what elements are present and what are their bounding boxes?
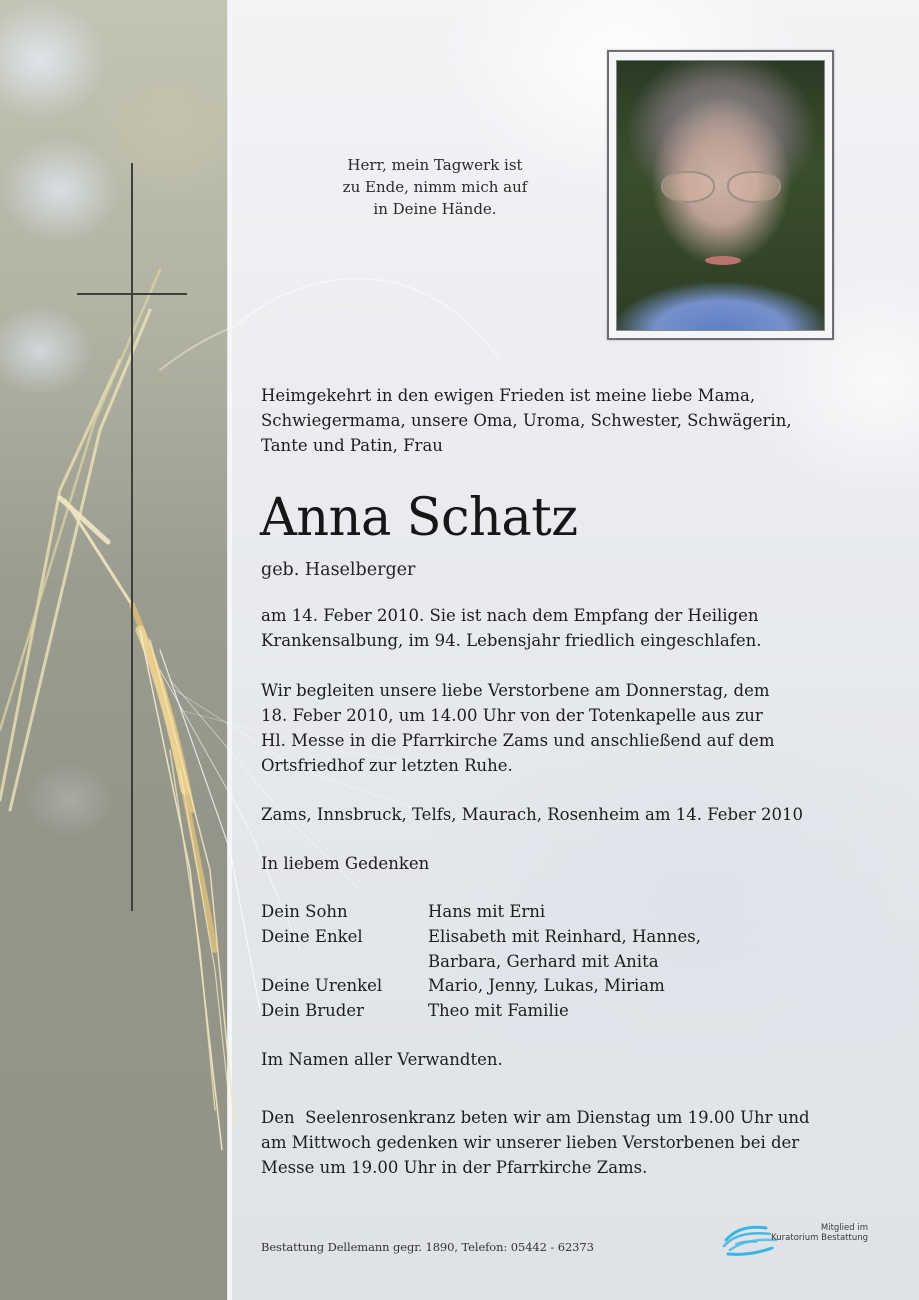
- relative-label: Deine Urenkel: [261, 976, 383, 996]
- rosary-info: [261, 1105, 851, 1180]
- rosary-line: Messe um 19.00 Uhr in der Pfarrkirche Zams.: [261, 1158, 648, 1177]
- quote-line: in Deine Hände.: [373, 200, 497, 218]
- quote-line: Herr, mein Tagwerk ist: [347, 156, 523, 174]
- memory-heading: In liebem Gedenken: [261, 854, 430, 873]
- death-line: Krankensalbung, im 94. Lebensjahr friedlich eingeschlafen.: [261, 631, 762, 650]
- relative-names: [428, 900, 781, 925]
- family-closing: Im Namen aller Verwandten.: [261, 1050, 503, 1069]
- maiden-name: geb. Haselberger: [261, 560, 416, 580]
- decorative-left-panel: [0, 0, 228, 1300]
- kuratorium-bestattung-logo: [720, 1220, 868, 1260]
- relative-row: [261, 900, 781, 925]
- deceased-name: Anna Schatz: [260, 488, 578, 548]
- relative-row: [261, 999, 781, 1024]
- relative-row: [261, 974, 781, 999]
- rosary-line: Den Seelenrosenkranz beten wir am Dienstag um 19.00 Uhr und: [261, 1108, 810, 1127]
- glasses-right: [727, 171, 781, 203]
- relative-row: [261, 925, 781, 975]
- latin-cross-bar: [77, 293, 187, 295]
- rosary-line: am Mittwoch gedenken wir unserer lieben Verstorbenen bei der: [261, 1133, 800, 1152]
- relative-name: Barbara, Gerhard mit Anita: [428, 951, 659, 971]
- intro-line: Tante und Patin, Frau: [261, 436, 443, 455]
- relative-names: [428, 974, 781, 999]
- relative-names: [428, 925, 781, 975]
- quote-line: zu Ende, nimm mich auf: [342, 178, 528, 196]
- relatives-list: [261, 900, 781, 1024]
- funeral-line: Hl. Messe in die Pfarrkirche Zams und anschließend auf dem: [261, 731, 775, 750]
- funeral-line: Ortsfriedhof zur letzten Ruhe.: [261, 756, 513, 775]
- death-notice: [261, 603, 851, 653]
- funeral-line: Wir begleiten unsere liebe Verstorbene am Donnerstag, dem: [261, 681, 770, 700]
- relative-label: Dein Bruder: [261, 1001, 364, 1021]
- intro-line: Schwiegermama, unsere Oma, Uroma, Schwester, Schwägerin,: [261, 411, 792, 430]
- glasses-left: [661, 171, 715, 203]
- relative-label: Deine Enkel: [261, 926, 363, 946]
- bible-quote: [320, 154, 550, 220]
- relative-name: Theo mit Familie: [428, 1001, 569, 1021]
- relative-label: Dein Sohn: [261, 902, 348, 921]
- relative-names: [428, 999, 781, 1024]
- portrait-photo: [616, 60, 825, 331]
- badge-line: Mitglied im: [820, 1223, 868, 1233]
- relative-name: Mario, Jenny, Lukas, Miriam: [428, 976, 665, 996]
- panel-divider: [228, 0, 232, 1300]
- relative-name: Hans mit Erni: [428, 902, 546, 921]
- places-date: Zams, Innsbruck, Telfs, Maurach, Rosenheim am 14. Feber 2010: [261, 805, 803, 824]
- intro-line: Heimgekehrt in den ewigen Frieden ist meine liebe Mama,: [261, 386, 756, 405]
- portrait-frame: [607, 50, 834, 340]
- undertaker-footer: Bestattung Dellemann gegr. 1890, Telefon: 05442 - 62373: [261, 1240, 594, 1254]
- member-badge-text: [756, 1223, 868, 1243]
- death-line: am 14. Feber 2010. Sie ist nach dem Empfang der Heiligen: [261, 606, 759, 625]
- portrait-mouth: [705, 256, 741, 265]
- latin-cross-icon: [131, 163, 133, 911]
- funeral-info: [261, 678, 851, 778]
- funeral-line: 18. Feber 2010, um 14.00 Uhr von der Totenkapelle aus zur: [261, 706, 763, 725]
- badge-line: Kuratorium Bestattung: [771, 1233, 868, 1243]
- intro-text: [261, 383, 841, 458]
- relative-name: Elisabeth mit Reinhard, Hannes,: [428, 926, 701, 946]
